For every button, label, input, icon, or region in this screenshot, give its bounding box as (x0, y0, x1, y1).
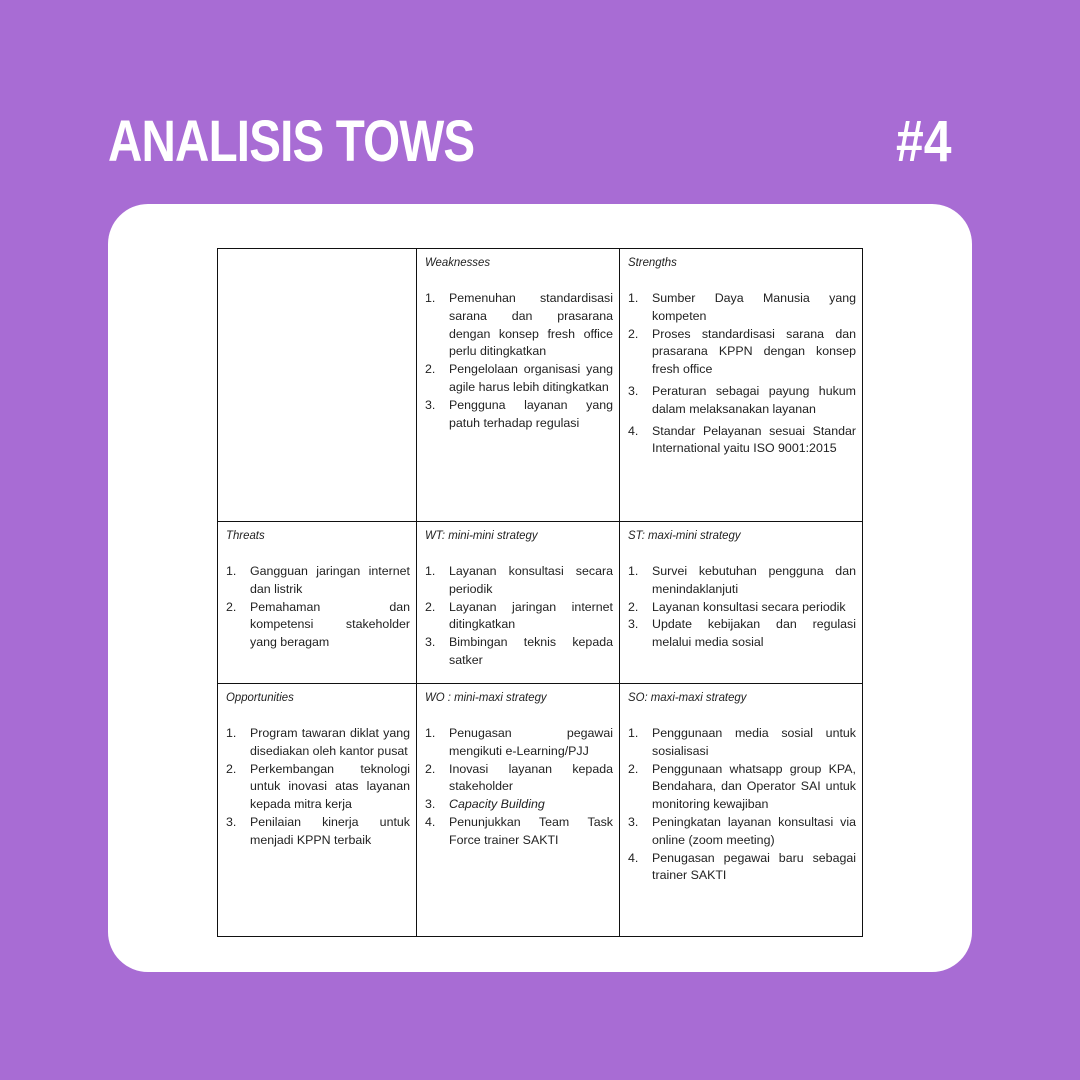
list-item: 3. Peningkatan layanan konsultasi via online (zoom meeting) (628, 814, 856, 850)
content-card (108, 204, 972, 972)
opportunities-cell (218, 684, 417, 937)
list-item-text: Penugasan pegawai baru sebagai trainer SAKTI (652, 850, 856, 883)
weaknesses-heading: Weaknesses (425, 255, 491, 269)
table-row (218, 522, 863, 684)
list-item: 1. Penugasan pegawai mengikuti e-Learning/PJJ (425, 725, 613, 761)
list-item-text: Bimbingan teknis kepada satker (449, 635, 613, 667)
list-item-text: Pengguna layanan yang patuh terhadap regulasi (449, 397, 613, 430)
list-item-text: Capacity Building (449, 797, 545, 812)
list-item-text: Standar Pelayanan sesuai Standar International yaitu ISO 9001:2015 (652, 423, 856, 456)
list-item-text: Survei kebutuhan pengguna dan menindaklanjuti (652, 564, 856, 596)
tows-matrix-table (217, 248, 863, 937)
list-item: 2. Proses standardisasi sarana dan prasarana KPPN dengan konsep fresh office (628, 326, 856, 379)
list-item-text: Pengelolaan organisasi yang agile harus lebih ditingkatkan (449, 362, 613, 394)
page-title: ANALISIS TOWS (108, 109, 475, 174)
list-item: 4. Penunjukkan Team Task Force trainer SAKTI (425, 814, 613, 850)
list-item: 1. Penggunaan media sosial untuk sosialisasi (628, 725, 856, 761)
st-strategy-heading: ST: maxi-mini strategy (628, 528, 741, 542)
list-item: 3. Bimbingan teknis kepada satker (425, 634, 613, 670)
list-item-text: Sumber Daya Manusia yang kompeten (652, 291, 856, 323)
list-item: 3. Capacity Building (425, 796, 613, 814)
list-item-text: Layanan konsultasi secara periodik (652, 599, 846, 614)
wt-strategy-cell (417, 522, 620, 684)
list-item: 1. Program tawaran diklat yang disediakan oleh kantor pusat (226, 725, 410, 761)
list-item-text: Update kebijakan dan regulasi melalui media sosial (652, 617, 856, 650)
list-item-text: Penilaian kinerja untuk menjadi KPPN terbaik (250, 814, 410, 847)
table-row (218, 684, 863, 937)
list-item: 3. Update kebijakan dan regulasi melalui media sosial (628, 616, 856, 652)
threats-cell (218, 522, 417, 684)
weaknesses-cell (417, 249, 620, 522)
list-item-text: Layanan jaringan internet ditingkatkan (449, 599, 613, 632)
list-item-text: Penunjukkan Team Task Force trainer SAKTI (449, 814, 613, 847)
list-item: 2. Pemahaman dan kompetensi stakeholder yang beragam (226, 599, 410, 652)
st-strategy-list (628, 563, 856, 652)
table-row (218, 249, 863, 522)
so-strategy-cell (620, 684, 863, 937)
list-item: 4. Penugasan pegawai baru sebagai trainer SAKTI (628, 850, 856, 886)
list-item: 1. Pemenuhan standardisasi sarana dan prasarana dengan konsep fresh office perlu ditingkatkan (425, 290, 613, 361)
list-item: 3. Penilaian kinerja untuk menjadi KPPN terbaik (226, 814, 410, 850)
opportunities-heading: Opportunities (226, 690, 294, 704)
list-item: 3. Peraturan sebagai payung hukum dalam melaksanakan layanan (628, 383, 856, 419)
list-item-text: Gangguan jaringan internet dan listrik (250, 564, 410, 596)
list-item-text: Proses standardisasi sarana dan prasarana KPPN dengan konsep fresh office (652, 326, 856, 377)
so-strategy-heading: SO: maxi-maxi strategy (628, 690, 747, 704)
list-item-text: Peraturan sebagai payung hukum dalam melaksanakan layanan (652, 383, 856, 416)
strengths-heading: Strengths (628, 255, 677, 269)
weaknesses-list (425, 290, 613, 432)
list-item-text: Perkembangan teknologi untuk inovasi atas layanan kepada mitra kerja (250, 761, 410, 812)
opportunities-list (226, 725, 410, 850)
strengths-list (628, 290, 856, 458)
list-item: 1. Survei kebutuhan pengguna dan menindaklanjuti (628, 563, 856, 599)
slide-number: #4 (896, 109, 952, 174)
wo-strategy-cell (417, 684, 620, 937)
wo-strategy-heading: WO : mini-maxi strategy (425, 690, 547, 704)
strengths-cell (620, 249, 863, 522)
list-item: 2. Layanan jaringan internet ditingkatkan (425, 599, 613, 635)
list-item: 3. Pengguna layanan yang patuh terhadap regulasi (425, 397, 613, 433)
list-item: 2. Pengelolaan organisasi yang agile harus lebih ditingkatkan (425, 361, 613, 397)
list-item-text: Pemahaman dan kompetensi stakeholder yang beragam (250, 599, 410, 650)
list-item-text: Penugasan pegawai mengikuti e-Learning/PJJ (449, 726, 613, 758)
list-item-text: Penggunaan media sosial untuk sosialisasi (652, 726, 856, 758)
list-item-text: Program tawaran diklat yang disediakan oleh kantor pusat (250, 726, 410, 758)
threats-heading: Threats (226, 528, 265, 542)
list-item: 2. Penggunaan whatsapp group KPA, Bendahara, dan Operator SAI untuk monitoring kewajiban (628, 761, 856, 814)
wo-strategy-list (425, 725, 613, 850)
list-item-text: Pemenuhan standardisasi sarana dan prasarana dengan konsep fresh office perlu ditingkatkan (449, 291, 613, 359)
so-strategy-list (628, 725, 856, 885)
wt-strategy-list (425, 563, 613, 670)
list-item: 1. Layanan konsultasi secara periodik (425, 563, 613, 599)
list-item: 1. Sumber Daya Manusia yang kompeten (628, 290, 856, 326)
st-strategy-cell (620, 522, 863, 684)
list-item-text: Penggunaan whatsapp group KPA, Bendahara, dan Operator SAI untuk monitoring kewajiban (652, 761, 856, 812)
list-item-text: Layanan konsultasi secara periodik (449, 564, 613, 596)
list-item-text: Inovasi layanan kepada stakeholder (449, 761, 613, 794)
list-item: 2. Layanan konsultasi secara periodik (628, 599, 856, 617)
list-item-text: Peningkatan layanan konsultasi via online (zoom meeting) (652, 814, 856, 847)
threats-list (226, 563, 410, 652)
list-item: 4. Standar Pelayanan sesuai Standar International yaitu ISO 9001:2015 (628, 423, 856, 459)
list-item: 1. Gangguan jaringan internet dan listrik (226, 563, 410, 599)
list-item: 2. Perkembangan teknologi untuk inovasi atas layanan kepada mitra kerja (226, 761, 410, 814)
list-item: 2. Inovasi layanan kepada stakeholder (425, 761, 613, 797)
wt-strategy-heading: WT: mini-mini strategy (425, 528, 538, 542)
empty-corner-cell (218, 249, 417, 522)
